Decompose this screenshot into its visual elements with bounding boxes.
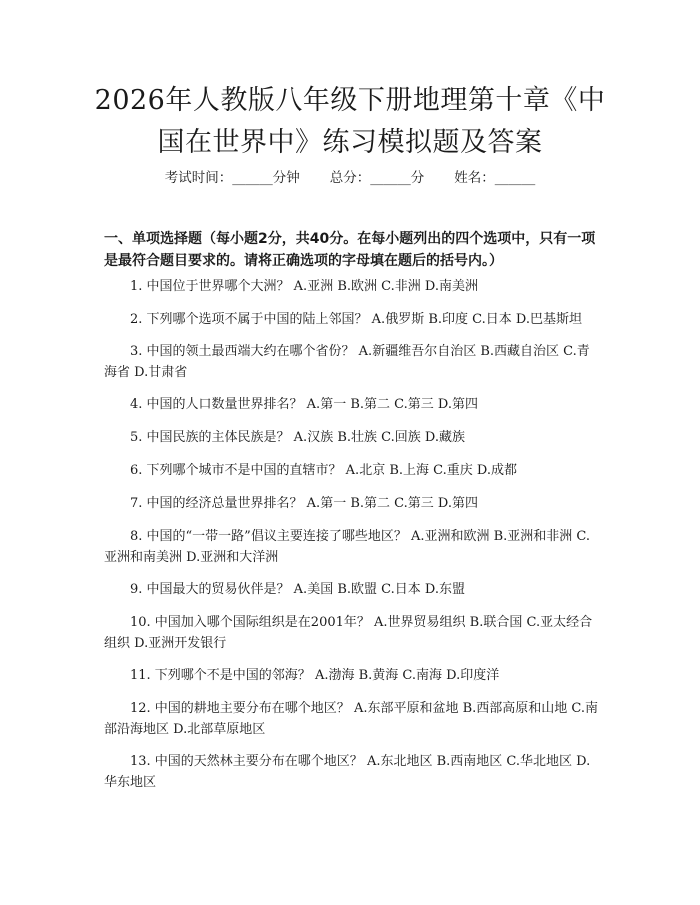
section-heading: 一、单项选择题（每小题2分，共40分。在每小题列出的四个选项中，只有一项是最符合题目要求的。请将正确选项的字母填在题后的括号内。） <box>104 231 596 269</box>
question-item: 4. 中国的人口数量世界排名？ A.第一 B.第二 C.第三 D.第四 <box>130 397 478 412</box>
question-item: 10. 中国加入哪个国际组织是在2001年？ A.世界贸易组织 B.联合国 C.亚太经合组织 D.亚洲开发银行 <box>104 615 593 651</box>
question-item: 8. 中国的“一带一路”倡议主要连接了哪些地区？ A.亚洲和欧洲 B.亚洲和非洲 C.亚洲和南美洲 D.亚洲和大洋洲 <box>104 529 591 565</box>
question-item: 3. 中国的领土最西端大约在哪个省份？ A.新疆维吾尔自治区 B.西藏自治区 C.青海省 D.甘肃省 <box>104 344 590 380</box>
question-item: 12. 中国的耕地主要分布在哪个地区？ A.东部平原和盆地 B.西部高原和山地 C.南部沿海地区 D.北部草原地区 <box>104 701 599 737</box>
question-item: 6. 下列哪个城市不是中国的直辖市？ A.北京 B.上海 C.重庆 D.成都 <box>130 463 517 478</box>
name-blank: ______ <box>494 170 536 186</box>
time-label: 考试时间： <box>164 170 233 186</box>
question-item: 5. 中国民族的主体民族是？ A.汉族 B.壮族 C.回族 D.藏族 <box>130 430 465 445</box>
document-title: 2026年人教版八年级下册地理第十章《中国在世界中》练习模拟题及答案 <box>94 85 606 158</box>
name-label: 姓名： <box>454 170 495 186</box>
question-item: 1. 中国位于世界哪个大洲？ A.亚洲 B.欧洲 C.非洲 D.南美洲 <box>130 279 478 294</box>
score-blank: ______ <box>370 170 411 186</box>
exam-meta <box>0 168 700 188</box>
question-list <box>104 276 600 804</box>
time-blank: ______ <box>232 170 273 186</box>
question-item: 2. 下列哪个选项不属于中国的陆上邻国？ A.俄罗斯 B.印度 C.日本 D.巴基斯坦 <box>130 312 582 327</box>
question-item: 13. 中国的天然林主要分布在哪个地区？ A.东北地区 B.西南地区 C.华北地区 D.华东地区 <box>104 754 591 790</box>
question-item: 11. 下列哪个不是中国的邻海？ A.渤海 B.黄海 C.南海 D.印度洋 <box>130 668 500 683</box>
time-unit: 分钟 <box>272 170 300 186</box>
question-item: 9. 中国最大的贸易伙伴是？ A.美国 B.欧盟 C.日本 D.东盟 <box>130 582 465 597</box>
question-item: 7. 中国的经济总量世界排名？ A.第一 B.第二 C.第三 D.第四 <box>130 496 478 511</box>
score-unit: 分 <box>410 170 425 186</box>
score-label: 总分： <box>329 170 371 186</box>
